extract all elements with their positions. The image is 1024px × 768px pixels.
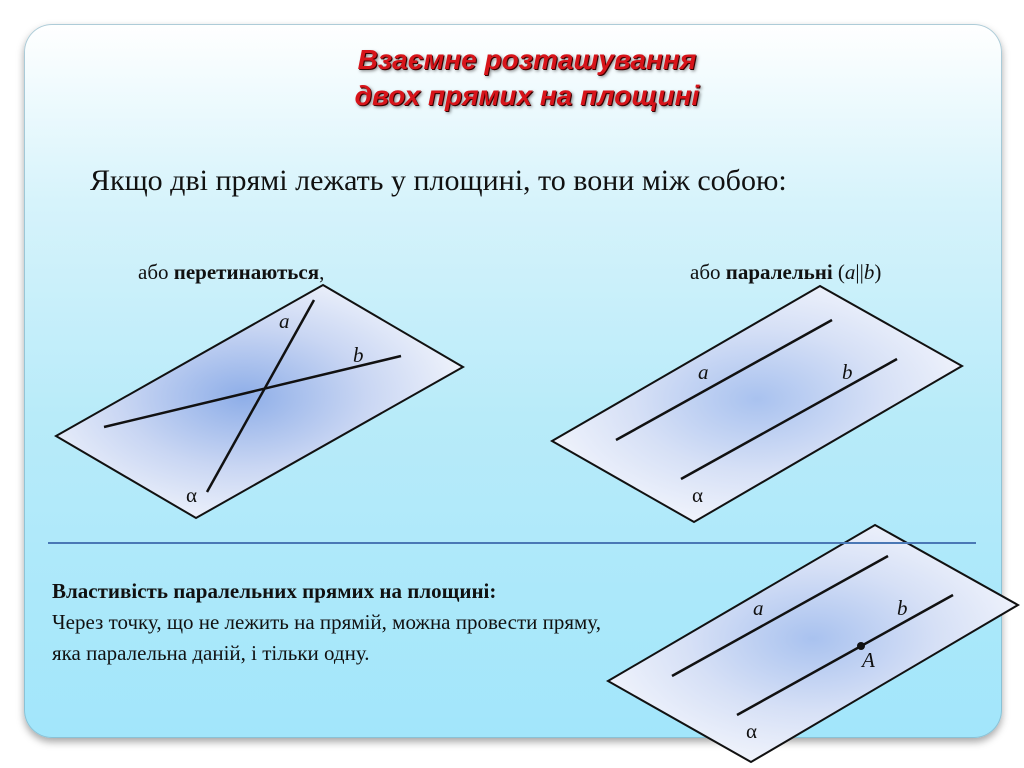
plane-alpha-2 [552,286,962,522]
property-body: Через точку, що не лежить на прямій, можна провести пряму, яка паралельна даній, і тільки одну. [52,610,601,665]
caption-intersect-suffix: , [319,260,325,284]
caption-parallel-open: ( [832,260,845,284]
caption-parallel-a: a [844,260,856,284]
plane-property [608,525,1018,762]
label-b-1: b [353,343,364,367]
caption-parallel-b: b [863,260,875,284]
label-b-2: b [842,360,853,384]
intro-text: Якщо дві прямі лежать у площині, то вони між собою: [90,164,787,197]
plane-alpha-3 [608,525,1018,762]
caption-parallel-sep: || [855,260,864,284]
section-divider [48,542,976,544]
property-heading: Властивість паралельних прямих на площині: [52,579,497,603]
caption-intersect-prefix: або [138,260,174,284]
property-block [52,576,612,669]
title-line-2: двох прямих на площині [354,80,700,111]
caption-parallel-bold: паралельні [725,260,833,284]
caption-parallel-close: ) [874,260,882,284]
caption-parallel-prefix: або [690,260,726,284]
label-point-a: A [862,648,875,672]
label-alpha-2: α [692,483,704,507]
label-a-2: a [698,360,709,384]
plane-parallel [552,286,962,522]
label-b-3: b [897,596,908,620]
caption-intersect-bold: перетинаються [173,260,320,284]
plane-alpha-1 [56,285,463,518]
label-a-1: a [279,309,290,333]
title-line-1: Взаємне розташування [357,44,697,75]
label-a-3: a [753,596,764,620]
label-alpha-3: α [746,719,758,743]
plane-intersecting [56,285,463,518]
label-alpha-1: α [186,483,198,507]
